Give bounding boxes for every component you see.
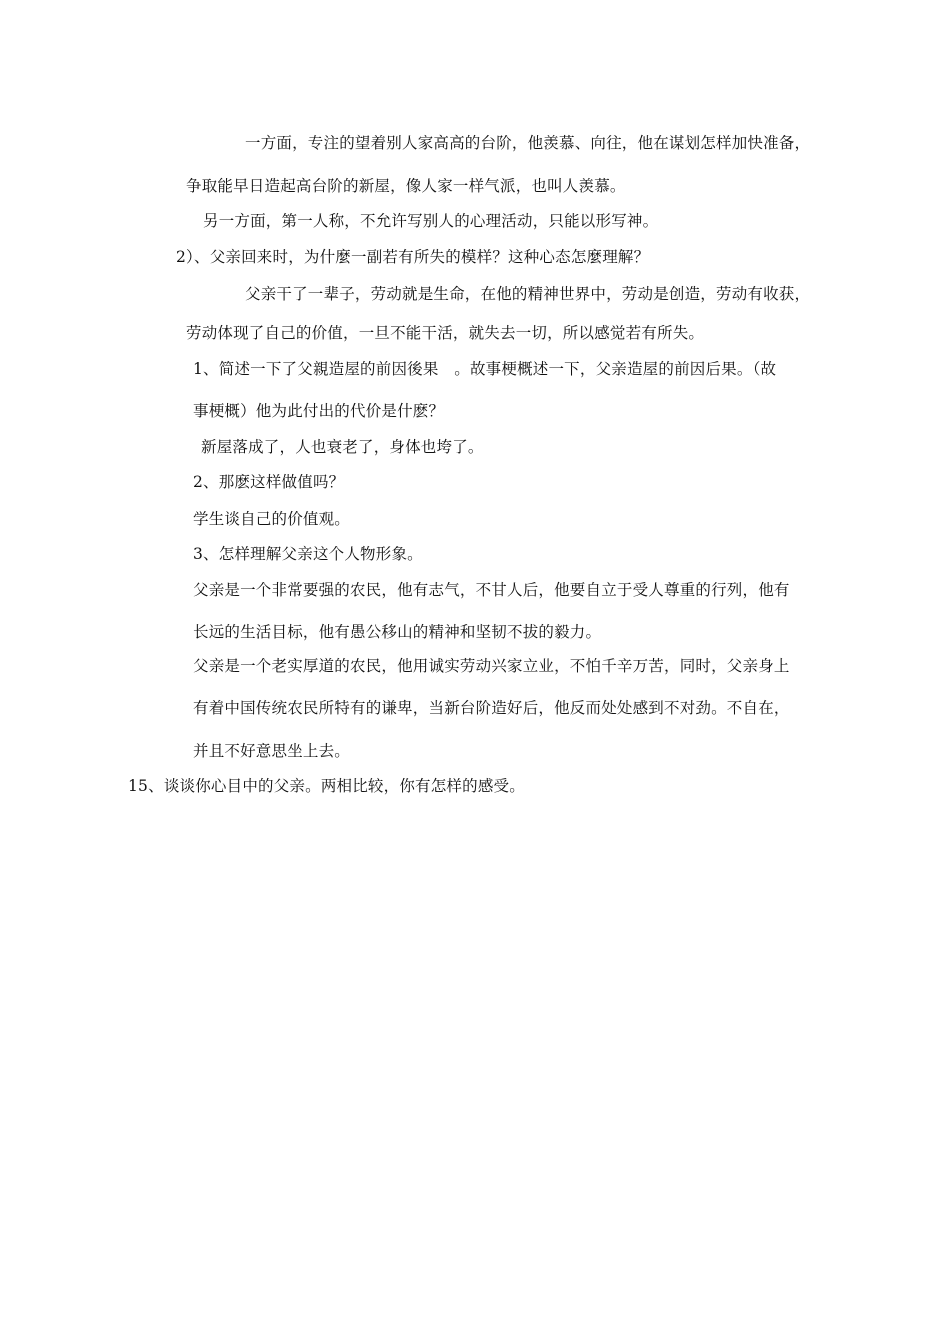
- answer-line: 父亲是一个非常要强的农民，他有志气，不甘人后，他要自立于受人尊重的行列，他有: [193, 581, 790, 599]
- answer-line: 学生谈自己的价值观。: [193, 510, 351, 528]
- paragraph-line: 父亲干了一辈子，劳动就是生命，在他的精神世界中，劳动是创造，劳动有收获，: [245, 285, 811, 303]
- question-line: 2、那麽这样做值吗？: [193, 473, 345, 491]
- answer-line: 新屋落成了，人也衰老了，身体也垮了。: [201, 438, 484, 456]
- paragraph-line: 劳动体现了自己的价值，一旦不能干活，就失去一切，所以感觉若有所失。: [186, 324, 705, 342]
- question-line: 1、简述一下了父親造屋的前因後果 。故事梗概述一下，父亲造屋的前因后果。（故: [193, 360, 777, 378]
- paragraph-line: 一方面，专注的望着别人家高高的台阶，他羡慕、向往，他在谋划怎样加快准备，: [245, 134, 811, 152]
- answer-line: 长远的生活目标，他有愚公移山的精神和坚韧不拔的毅力。: [193, 623, 602, 641]
- answer-line: 父亲是一个老实厚道的农民，他用诚实劳动兴家立业，不怕千辛万苦，同时，父亲身上: [193, 657, 790, 675]
- answer-line: 有着中国传统农民所特有的谦卑，当新台阶造好后，他反而处处感到不对劲。不自在，: [193, 699, 790, 717]
- question-line: 2）、父亲回来时，为什麼一副若有所失的模样？这种心态怎麼理解？: [176, 248, 650, 266]
- question-line: 15、谈谈你心目中的父亲。两相比较，你有怎样的感受。: [128, 777, 525, 795]
- paragraph-line: 争取能早日造起高台阶的新屋，像人家一样气派，也叫人羡慕。: [186, 177, 626, 195]
- answer-line: 并且不好意思坐上去。: [193, 742, 351, 760]
- paragraph-line: 另一方面，第一人称，不允许写别人的心理活动，只能以形写神。: [203, 212, 659, 230]
- question-line: 事梗概）他为此付出的代价是什麽？: [193, 402, 445, 420]
- question-line: 3、怎样理解父亲这个人物形象。: [193, 545, 423, 563]
